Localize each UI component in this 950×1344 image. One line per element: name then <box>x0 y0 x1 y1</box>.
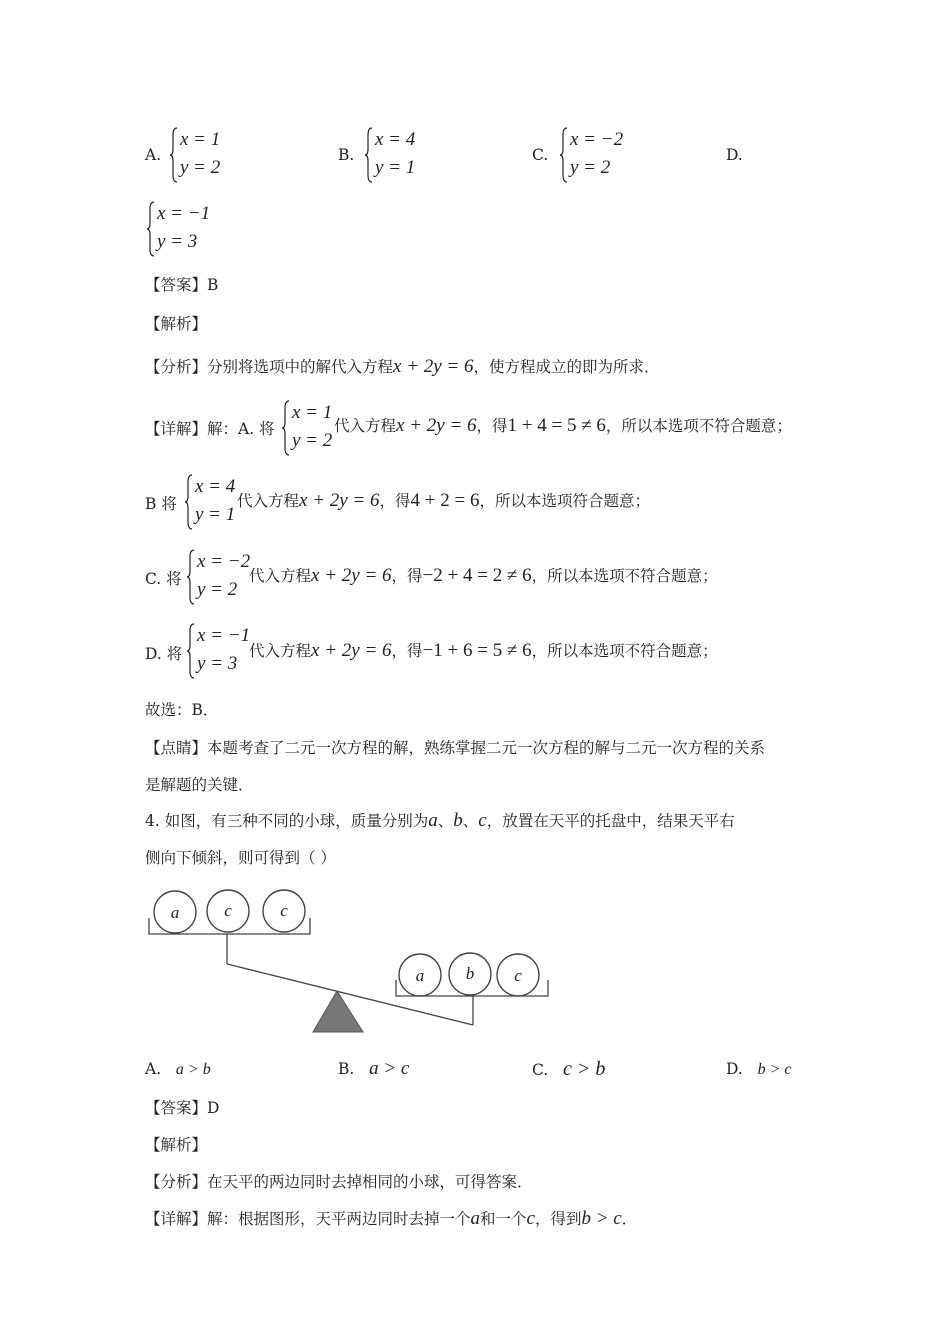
q3-detail-d-pre: D. 将 <box>145 645 183 663</box>
q4-option-a: A. a > b <box>145 1060 211 1078</box>
q3-option-c-x: x = −2 <box>570 129 624 150</box>
q4-option-c: C. c > b <box>532 1058 606 1080</box>
left-ball-2-label: c <box>224 901 232 920</box>
q3-option-a-system <box>170 127 240 189</box>
q3-option-b-y: y = 1 <box>375 157 416 178</box>
q3-option-c-label: C. <box>532 146 549 164</box>
q3-option-b-system <box>365 127 435 189</box>
q4-fenxi: 【分析】在天平的两边同时去掉相同的小球，可得答案． <box>145 1173 533 1191</box>
q3-detail-a-pre: 【详解】解：A. 将 <box>145 420 275 438</box>
q3-detail-c-pre: C. 将 <box>145 570 182 588</box>
fulcrum-triangle <box>313 991 363 1032</box>
q3-detail-a-rest: 代入方程x + 2y = 6，得1 + 4 = 5 ≠ 6，所以本选项不符合题意； <box>334 415 792 436</box>
right-ball-1-label: a <box>415 966 425 985</box>
q3-option-d-x: x = −1 <box>157 203 211 224</box>
q3-option-a-label: A. <box>145 146 162 164</box>
q4-analysis-heading: 【解析】 <box>145 1136 208 1154</box>
right-ball-2-label: b <box>465 964 475 983</box>
q4-detail: 【详解】解：根据图形，天平两边同时去掉一个a和一个c，得到b > c． <box>145 1208 638 1229</box>
q3-detail-b-rest: 代入方程x + 2y = 6，得4 + 2 = 6，所以本选项符合题意； <box>237 490 650 511</box>
q3-detail-b-pre: B 将 <box>145 495 177 513</box>
q3-detail-d-system <box>187 623 257 685</box>
left-ball-1-label: a <box>170 903 180 922</box>
q3-detail-c-system <box>187 549 257 611</box>
q4-stem-line2: 侧向下倾斜，则可得到（ ） <box>145 849 336 867</box>
q3-option-b-x: x = 4 <box>375 129 416 150</box>
q3-option-d-y: y = 3 <box>157 231 198 252</box>
q3-fenxi: 【分析】分别将选项中的解代入方程x + 2y = 6，使方程成立的即为所求． <box>145 356 660 377</box>
q3-detail-b-x: x = 4 <box>195 476 236 497</box>
ball <box>154 890 539 996</box>
q3-detail-c-x: x = −2 <box>197 551 251 572</box>
q3-detail-a-y: y = 2 <box>292 430 333 451</box>
right-ball-3-label: c <box>514 966 522 985</box>
q3-detail-c-y: y = 2 <box>197 579 238 600</box>
q4-option-b: B. a > c <box>338 1058 410 1079</box>
q4-option-d: D. b > c <box>726 1060 792 1078</box>
q3-option-d-system <box>147 201 217 263</box>
q3-option-c-system <box>560 127 630 189</box>
q4-answer: 【答案】D <box>145 1099 220 1117</box>
q3-detail-a-x: x = 1 <box>292 402 333 423</box>
q3-option-a-x: x = 1 <box>180 129 221 150</box>
q3-detail-c-rest: 代入方程x + 2y = 6，得−2 + 4 = 2 ≠ 6，所以本选项不符合题意； <box>249 565 718 586</box>
q3-conclusion: 故选：B． <box>145 701 219 719</box>
q3-option-b-label: B. <box>338 146 355 164</box>
q4-stem-line1: 4. 如图，有三种不同的小球，质量分别为a、b、c，放置在天平的托盘中，结果天平右 <box>145 810 735 831</box>
q3-detail-d-x: x = −1 <box>197 625 251 646</box>
equation: x + 2y = 6 <box>393 356 474 377</box>
q3-option-d-label: D. <box>726 146 743 164</box>
q3-analysis-heading: 【解析】 <box>145 315 208 333</box>
balance-figure <box>140 880 560 1040</box>
q3-detail-d-y: y = 3 <box>197 653 238 674</box>
q3-detail-b-y: y = 1 <box>195 504 236 525</box>
q3-option-c-y: y = 2 <box>570 157 611 178</box>
q3-dianjing-line2: 是解题的关键． <box>145 776 254 794</box>
q3-detail-d-rest: 代入方程x + 2y = 6，得−1 + 6 = 5 ≠ 6，所以本选项不符合题意； <box>249 640 718 661</box>
q3-dianjing-line1: 【点睛】本题考查了二元一次方程的解，熟练掌握二元一次方程的解与二元一次方程的关系 <box>145 739 766 757</box>
q3-option-a-y: y = 2 <box>180 157 221 178</box>
q3-answer: 【答案】B <box>145 276 219 294</box>
left-ball-3-label: c <box>280 901 288 920</box>
